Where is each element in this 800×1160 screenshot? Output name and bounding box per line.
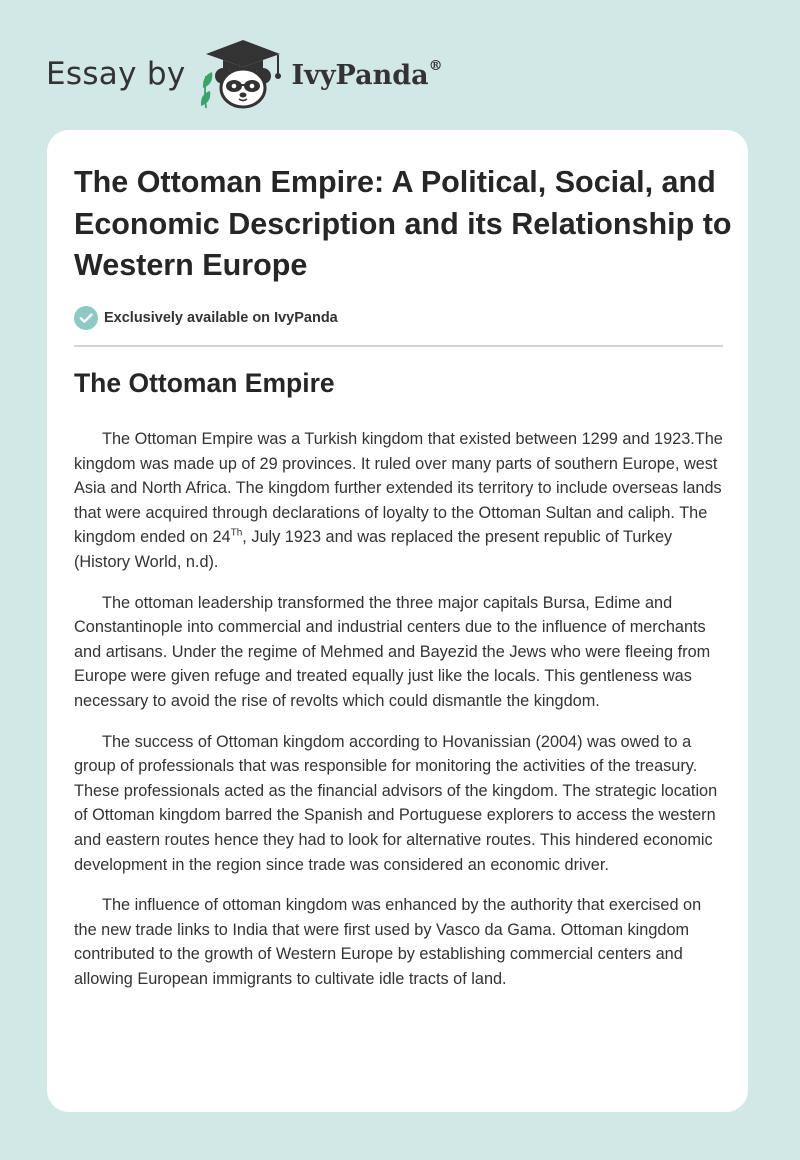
panda-graduate-icon xyxy=(196,36,290,112)
essay-card xyxy=(47,130,748,1112)
paragraph-1: The Ottoman Empire was a Turkish kingdom that existed between 1299 and 1923.The kingdom was made up of 29 provinces. It ruled over many parts of southern Europe, west Asia and North Africa. The kingdom further extended its territory to include overseas lands that were acquired through declarations of loyalty to the Ottoman Sultan and caliph. The kingdom ended on 24Th, July 1923 and was replaced the present republic of Turkey (History World, n.d). xyxy=(74,430,723,571)
check-circle-icon xyxy=(74,306,98,330)
paragraph-4: The influence of ottoman kingdom was enhanced by the authority that exercised on the new trade links to India that were first used by Vasco da Gama. Ottoman kingdom contributed to the growth of Western Europe by establishing commercial centers and allowing European immigrants to cultivate idle tracts of land. xyxy=(74,896,702,988)
brand-prefix: Essay by xyxy=(46,56,186,92)
essay-body xyxy=(74,427,726,1007)
section-heading: The Ottoman Empire xyxy=(74,368,335,398)
brand-name: IvyPanda® xyxy=(291,57,443,91)
exclusive-badge xyxy=(74,306,338,330)
site-header-logo[interactable] xyxy=(46,34,443,114)
exclusive-label: Exclusively available on IvyPanda xyxy=(104,310,338,326)
paragraph-2: The ottoman leadership transformed the three major capitals Bursa, Edime and Constantinople into commercial and industrial centers due to the influence of merchants and artisans. Under the regime of Mehmed and Bayezid the Jews who were fleeing from Europe were given refuge and treated equally just like the locals. This gentleness was necessary to avoid the rise of revolts which could dismantle the kingdom. xyxy=(74,593,711,710)
page-title: The Ottoman Empire: A Political, Social, and Economic Description and its Relationship to Western Europe xyxy=(74,165,732,282)
divider xyxy=(74,345,723,347)
paragraph-3: The success of Ottoman kingdom according to Hovanissian (2004) was owed to a group of professionals that was responsible for monitoring the activities of the treasury. These professionals acted as the financial advisors of the kingdom. The strategic location of Ottoman kingdom barred the Spanish and Portuguese explorers to access the western and eastern routes hence they had to look for alternative routes. This hindered economic development in the region since trade was considered an economic driver. xyxy=(74,732,718,874)
